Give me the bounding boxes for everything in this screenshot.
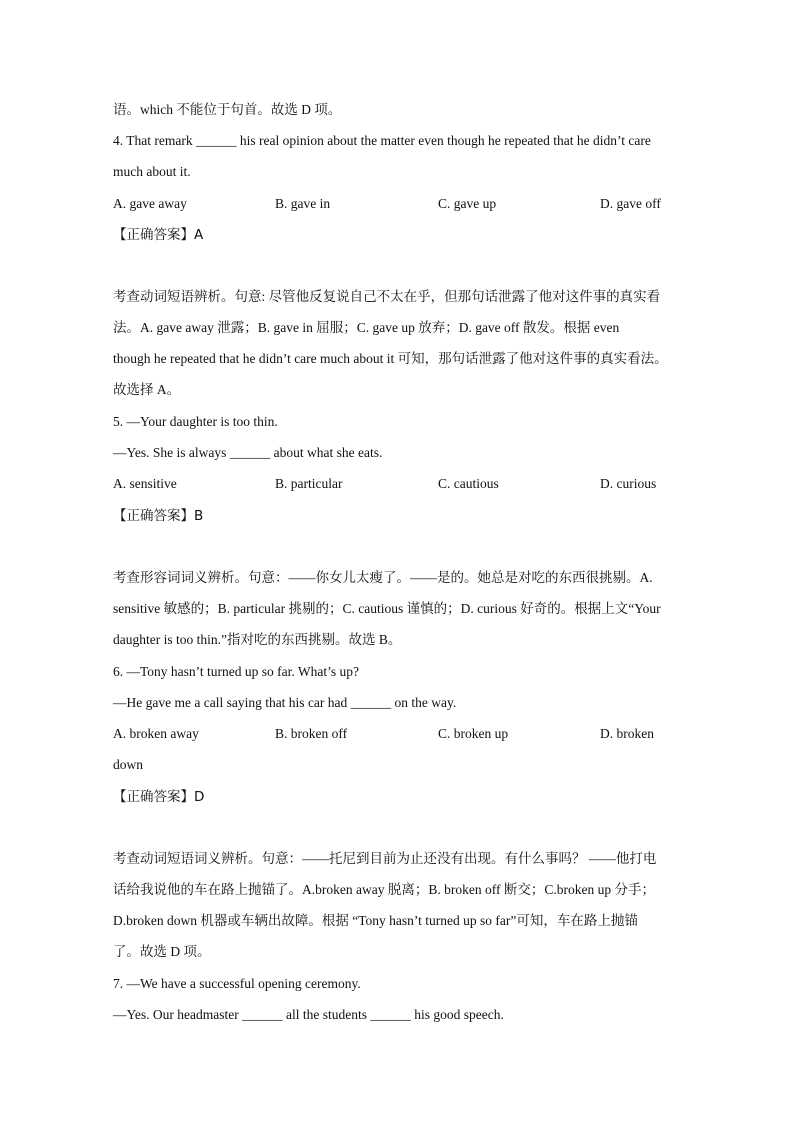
explanation-q6-line4: 了。故选 D 项。 <box>113 944 211 959</box>
option-b: B. particular <box>275 476 343 491</box>
explanation-q6-line2: 话给我说他的车在路上抛锚了。A.broken away 脱离；B. broken off 断交；C.broken up 分手； <box>113 882 655 897</box>
explanation-q4-line3: though he repeated that he didn’t care much about it 可知，那句话泄露了他对这件事的真实看法。 <box>113 351 668 366</box>
explanation-q5-line2: sensitive 敏感的；B. particular 挑剔的；C. cautious 谨慎的；D. curious 好奇的。根据上文“Your <box>113 601 661 616</box>
option-c: C. gave up <box>438 196 497 211</box>
question-6-options <box>113 724 673 744</box>
question-7-stem-cont: —Yes. Our headmaster ______ all the students ______ his good speech. <box>113 1007 504 1022</box>
explanation-q6-line1: 考查动词短语词义辨析。句意：——托尼到目前为止还没有出现。有什么事吗？ ——他打电 <box>113 851 657 866</box>
question-5-options <box>113 474 673 494</box>
explanation-q5-line1: 考查形容词词义辨析。句意：——你女儿太瘦了。——是的。她总是对吃的东西很挑剔。A. <box>113 570 653 585</box>
option-d: D. broken <box>600 726 654 741</box>
option-d: D. gave off <box>600 196 661 211</box>
answer-q5: 【正确答案】B <box>113 508 204 524</box>
option-c: C. cautious <box>438 476 499 491</box>
question-5-stem: 5. —Your daughter is too thin. <box>113 414 278 429</box>
question-4-stem-cont: much about it. <box>113 164 191 179</box>
option-d: D. curious <box>600 476 657 491</box>
explanation-q6-line3: D.broken down 机器或车辆出故障。根据 “Tony hasn’t turned up so far”可知，车在路上抛锚 <box>113 913 638 928</box>
question-4-stem: 4. That remark ______ his real opinion about the matter even though he repeated that he didn’t care <box>113 133 651 148</box>
explanation-tail-q3: 语。which 不能位于句首。故选 D 项。 <box>113 102 342 117</box>
question-4-options <box>113 194 673 214</box>
question-6-stem-cont: —He gave me a call saying that his car had ______ on the way. <box>113 695 457 710</box>
answer-q6: 【正确答案】D <box>113 789 205 805</box>
explanation-q5-line3: daughter is too thin.”指对吃的东西挑剔。故选 B。 <box>113 632 402 647</box>
explanation-q4-line4: 故选择 A。 <box>113 382 181 397</box>
option-b: B. broken off <box>275 726 348 741</box>
answer-q4: 【正确答案】A <box>113 227 204 243</box>
option-d-cont: down <box>113 757 143 772</box>
explanation-q4-line1: 考查动词短语辨析。句意: 尽管他反复说自己不太在乎，但那句话泄露了他对这件事的真实看 <box>113 289 661 304</box>
question-6-stem: 6. —Tony hasn’t turned up so far. What’s up? <box>113 664 360 679</box>
explanation-q4-line2: 法。A. gave away 泄露；B. gave in 屈服；C. gave up 放弃；D. gave off 散发。根据 even <box>113 320 620 335</box>
option-b: B. gave in <box>275 196 331 211</box>
question-5-stem-cont: —Yes. She is always ______ about what she eats. <box>113 445 383 460</box>
option-a: A. sensitive <box>113 476 177 491</box>
option-c: C. broken up <box>438 726 509 741</box>
option-a: A. broken away <box>113 726 199 741</box>
option-a: A. gave away <box>113 196 187 211</box>
question-7-stem: 7. —We have a successful opening ceremony. <box>113 976 361 991</box>
